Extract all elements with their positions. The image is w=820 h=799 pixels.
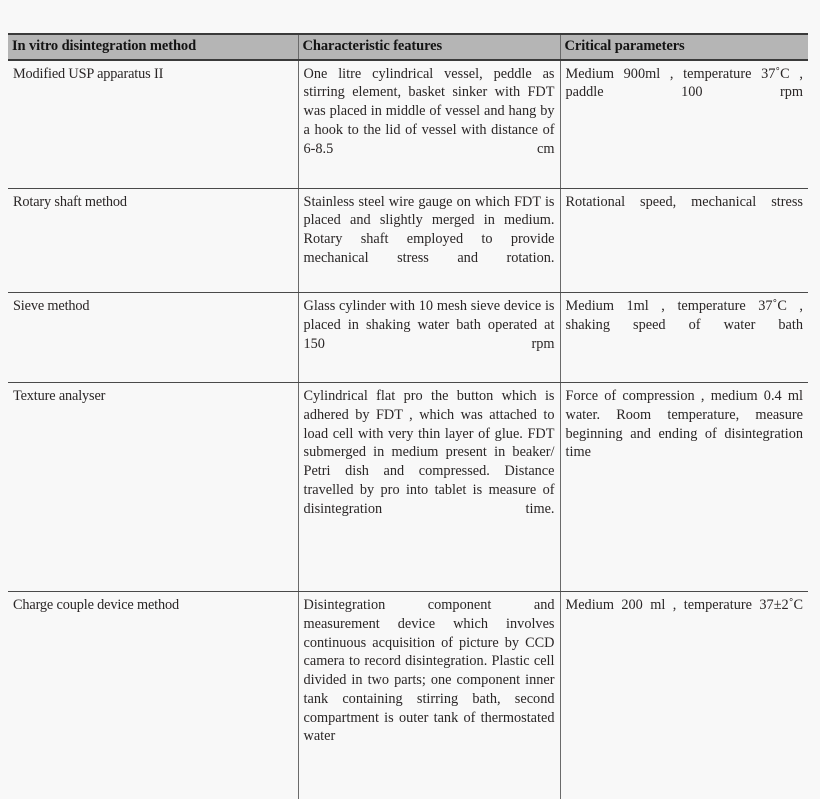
cell-method: Charge couple device method (13, 597, 179, 614)
table-body (8, 60, 808, 799)
cell-method: Texture analyser (8, 383, 298, 592)
cell-features-text: Stainless steel wire gauge on which FDT is placed and slightly merged in medium. Rotary shaft employed to provide mechanical stress and rotation. (303, 193, 555, 266)
table-row (8, 383, 808, 592)
column-header-features: Characteristic features (298, 34, 560, 60)
cell-parameters (560, 293, 808, 383)
cell-parameters-text: Force of compression , medium 0.4 ml water. Room temperature, measure beginning and ending of disintegration time (565, 388, 803, 461)
cell-parameters-text: Rotational speed, mechanical stress (565, 193, 803, 210)
cell-method: Sieve method (8, 293, 298, 383)
cell-features-text: Glass cylinder with 10 mesh sieve device is placed in shaking water bath operated at 150 rpm (303, 298, 555, 352)
cell-features-text: One litre cylindrical vessel, peddle as stirring element, basket sinker with FDT was placed in middle of vessel and hang by a hook to the lid of vessel with distance of 6-8.5 cm (303, 65, 555, 157)
cell-parameters (560, 383, 808, 592)
cell-features-text: Disintegration component and measurement device which involves continuous acquisition of picture by CCD camera to record disintegration. Plastic cell divided in two parts; one component inner tank containing stirring bath, second compartment is outer tank of thermostated water (303, 597, 555, 745)
table-row (8, 188, 808, 293)
cell-features (298, 60, 560, 189)
cell-method: Rotary shaft method (8, 188, 298, 293)
cell-parameters-text: Medium 900ml , temperature 37˚C , paddle 100 rpm (565, 65, 803, 101)
cell-parameters (560, 60, 808, 189)
table-row (8, 293, 808, 383)
cell-parameters-text: Medium 1ml , temperature 37˚C , shaking speed of water bath (565, 298, 803, 333)
table-row (8, 60, 808, 189)
cell-features (298, 293, 560, 383)
cell-features (298, 383, 560, 592)
cell-parameters-text: Medium 200 ml , temperature 37±2˚C (565, 597, 803, 614)
table-row (8, 592, 808, 799)
table-header-row (8, 34, 808, 60)
cell-parameters (560, 188, 808, 293)
cell-features (298, 592, 560, 799)
disintegration-methods-table (8, 33, 808, 799)
table-header (8, 34, 808, 60)
column-header-method: In vitro disintegration method (8, 34, 298, 60)
table-container (8, 33, 808, 799)
cell-features (298, 188, 560, 293)
cell-parameters (560, 592, 808, 799)
column-header-parameters: Critical parameters (560, 34, 808, 60)
cell-method: Modified USP apparatus II (8, 60, 298, 189)
cell-features-text: Cylindrical flat pro the button which is adhered by FDT , which was attached to load cell with very thin layer of glue. FDT submerged in medium present in beaker/ Petri dish and compressed. Distance travelled by pro into tablet is measure of disintegration time. (303, 388, 555, 517)
